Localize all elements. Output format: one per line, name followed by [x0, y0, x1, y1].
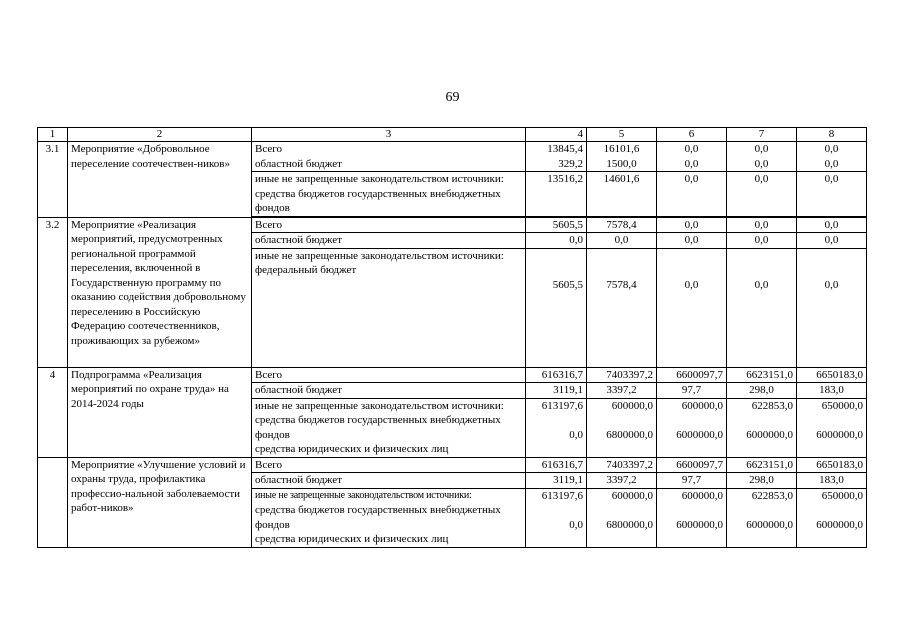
value-cell: 0,0	[587, 233, 657, 249]
value-cell: 5605,5	[526, 217, 587, 233]
value-cell: 622853,0 6000000,0	[727, 398, 797, 457]
value-cell: 6600097,7	[657, 367, 727, 383]
value-cell: 183,0	[797, 383, 867, 399]
value-cell: 613197,6 0,0	[526, 488, 587, 547]
table-row	[38, 217, 867, 233]
value-cell: 0,0 0,0	[657, 142, 727, 172]
value-cell: 0,0 0,0	[727, 142, 797, 172]
value-cell: 600000,0 6000000,0	[657, 488, 727, 547]
value-cell: 5605,5	[526, 248, 587, 367]
header-cell: 3	[252, 128, 526, 142]
value-cell: 7403397,2	[587, 457, 657, 473]
header-cell: 6	[657, 128, 727, 142]
value-cell: 0,0	[657, 233, 727, 249]
value-cell: 0,0	[727, 172, 797, 217]
value-cell: 3397,2	[587, 383, 657, 399]
value-cell: 183,0	[797, 473, 867, 489]
header-cell: 1	[38, 128, 68, 142]
header-cell: 2	[68, 128, 252, 142]
value-cell: 16101,6 1500,0	[587, 142, 657, 172]
value-cell: 3119,1	[526, 473, 587, 489]
value-cell: 0,0	[727, 233, 797, 249]
source-label: Всего	[252, 367, 526, 383]
value-cell: 14601,6	[587, 172, 657, 217]
value-cell: 6623151,0	[727, 457, 797, 473]
value-cell: 650000,0 6000000,0	[797, 398, 867, 457]
value-cell: 0,0	[797, 248, 867, 367]
table-row	[38, 142, 867, 172]
value-cell: 97,7	[657, 383, 727, 399]
row-number	[38, 457, 68, 547]
source-label: иные не запрещенные законодательством источники: средства бюджетов государственных внебюджетных фондов	[252, 172, 526, 217]
header-cell: 5	[587, 128, 657, 142]
header-cell: 8	[797, 128, 867, 142]
activity-name: Мероприятие «Реализация мероприятий, предусмотренных региональной программой переселения, включенной в Государственную программу по оказанию содействия добровольному переселению в Российскую Федерацию соотечественников, проживающих за рубежом»	[68, 217, 252, 367]
source-label: областной бюджет	[252, 473, 526, 489]
value-cell: 97,7	[657, 473, 727, 489]
value-cell: 13845,4 329,2	[526, 142, 587, 172]
value-cell: 0,0	[797, 233, 867, 249]
value-cell: 298,0	[727, 383, 797, 399]
value-cell: 3397,2	[587, 473, 657, 489]
header-cell: 7	[727, 128, 797, 142]
row-number: 3.1	[38, 142, 68, 218]
value-cell: 616316,7	[526, 367, 587, 383]
table-row	[38, 367, 867, 383]
source-label: иные не запрещенные законодательством источники: федеральный бюджет	[252, 248, 526, 367]
value-cell: 0,0	[657, 248, 727, 367]
value-cell: 6650183,0	[797, 457, 867, 473]
value-cell: 622853,0 6000000,0	[727, 488, 797, 547]
source-label: Всего областной бюджет	[252, 142, 526, 172]
page-number: 69	[445, 90, 460, 105]
value-cell: 3119,1	[526, 383, 587, 399]
value-cell: 600000,0 6800000,0	[587, 398, 657, 457]
value-cell: 6600097,7	[657, 457, 727, 473]
source-label: иные не запрещенные законодательством источники: средства бюджетов государственных внебюджетных фондов средства юридических и физических лиц	[252, 488, 526, 547]
value-cell: 600000,0 6000000,0	[657, 398, 727, 457]
row-number: 4	[38, 367, 68, 457]
value-cell: 650000,0 6000000,0	[797, 488, 867, 547]
source-label: областной бюджет	[252, 383, 526, 399]
value-cell: 298,0	[727, 473, 797, 489]
activity-name: Мероприятие «Улучшение условий и охраны труда, профилактика профессио-нальной заболеваемости работ-ников»	[68, 457, 252, 547]
row-number: 3.2	[38, 217, 68, 367]
value-cell: 0,0 0,0	[797, 142, 867, 172]
value-cell: 616316,7	[526, 457, 587, 473]
activity-name: Подпрограмма «Реализация мероприятий по охране труда» на 2014-2024 годы	[68, 367, 252, 457]
activity-name: Мероприятие «Добровольное переселение соотечествен-ников»	[68, 142, 252, 218]
value-cell: 0,0	[657, 217, 727, 233]
value-cell: 613197,6 0,0	[526, 398, 587, 457]
value-cell: 0,0	[526, 233, 587, 249]
source-label: областной бюджет	[252, 233, 526, 249]
value-cell: 13516,2	[526, 172, 587, 217]
table-row	[38, 457, 867, 473]
value-cell: 600000,0 6800000,0	[587, 488, 657, 547]
source-label: Всего	[252, 217, 526, 233]
header-cell: 4	[526, 128, 587, 142]
value-cell: 0,0	[797, 217, 867, 233]
header-row	[38, 128, 867, 142]
value-cell: 7403397,2	[587, 367, 657, 383]
value-cell: 0,0	[727, 248, 797, 367]
value-cell: 6623151,0	[727, 367, 797, 383]
value-cell: 0,0	[657, 172, 727, 217]
value-cell: 7578,4	[587, 248, 657, 367]
budget-table	[37, 127, 867, 548]
value-cell: 0,0	[727, 217, 797, 233]
source-label: Всего	[252, 457, 526, 473]
value-cell: 7578,4	[587, 217, 657, 233]
value-cell: 0,0	[797, 172, 867, 217]
source-label: иные не запрещенные законодательством источники: средства бюджетов государственных внебюджетных фондов средства юридических и физических лиц	[252, 398, 526, 457]
value-cell: 6650183,0	[797, 367, 867, 383]
